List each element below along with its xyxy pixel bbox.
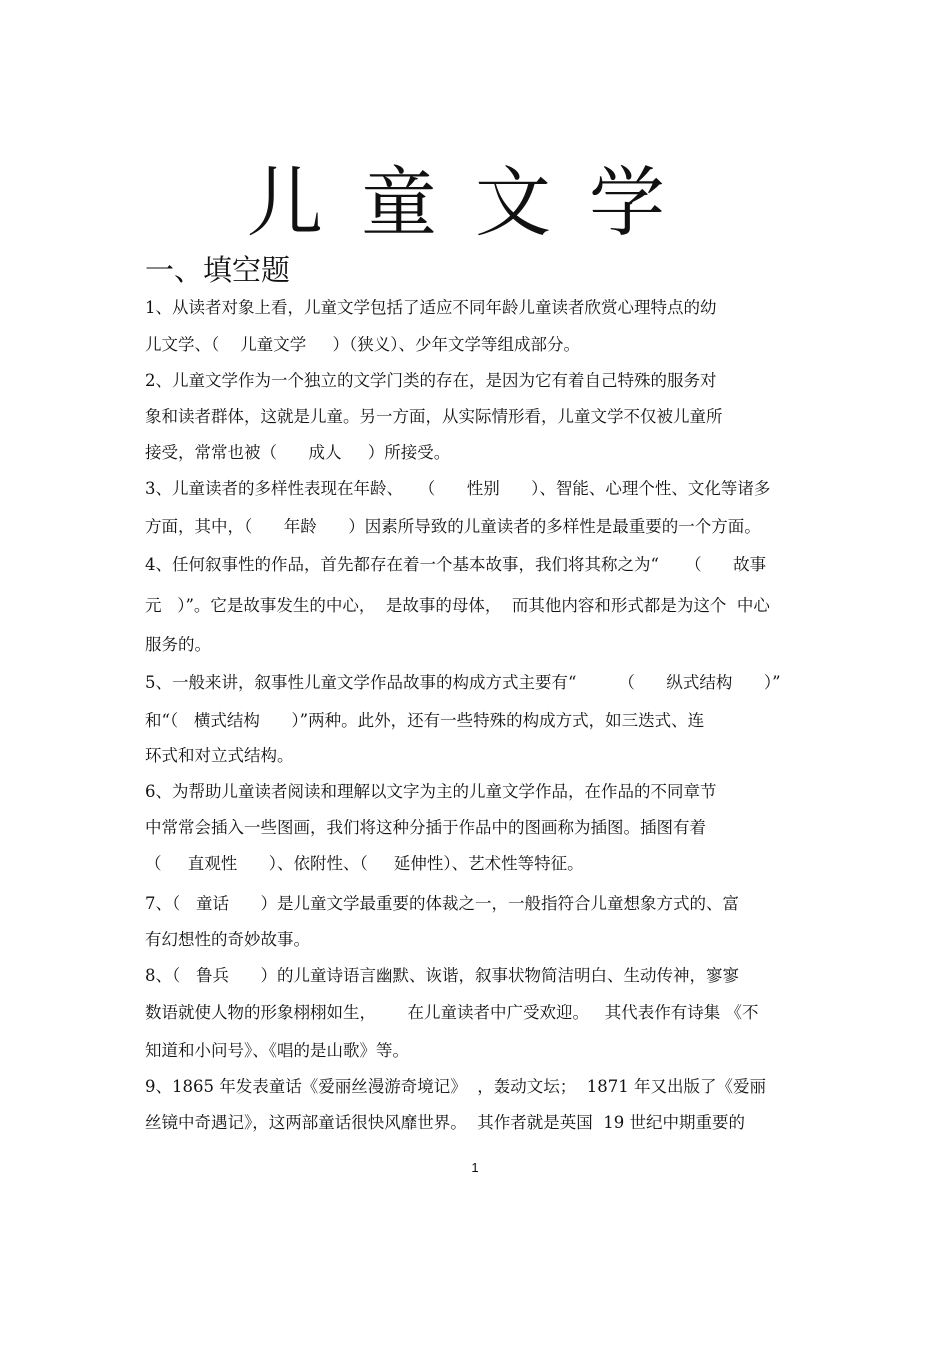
text-line: 9、1865 年发表童话《爱丽丝漫游奇境记》 ，轰动文坛； 1871 年又出版了《爱丽: [145, 1077, 766, 1096]
text-line: 4、任何叙事性的作品，首先都存在着一个基本故事，我们将其称之为“ （ 故事: [145, 555, 767, 574]
text-line: 有幻想性的奇妙故事。: [145, 930, 310, 949]
text-line: 1、从读者对象上看，儿童文学包括了适应不同年龄儿童读者欣赏心理特点的幼: [145, 298, 717, 317]
text-line: 6、为帮助儿童读者阅读和理解以文字为主的儿童文学作品，在作品的不同章节: [145, 782, 717, 801]
text-line: 8、（ 鲁兵 ）的儿童诗语言幽默、诙谐，叙事状物简洁明白、生动传神，寥寥: [145, 966, 739, 985]
text-line: 接受，常常也被（ 成人 ）所接受。: [145, 443, 451, 462]
text-line: 和“（ 横式结构 ）”两种。此外，还有一些特殊的构成方式，如三迭式、连: [145, 711, 705, 730]
text-line: 3、儿童读者的多样性表现在年龄、 （ 性别 ）、智能、心理个性、文化等诸多: [145, 479, 771, 498]
text-line: 2、儿童文学作为一个独立的文学门类的存在，是因为它有着自己特殊的服务对: [145, 371, 717, 390]
text-line: （ 直观性 ）、依附性、（ 延伸性）、艺术性等特征。: [145, 854, 584, 873]
text-line: 儿文学、（ 儿童文学 ）（狭义）、少年文学等组成部分。: [145, 335, 580, 354]
section-heading: 一、填空题: [145, 253, 291, 287]
text-line: 服务的。: [145, 635, 211, 654]
text-line: 数语就使人物的形象栩栩如生， 在儿童读者中广受欢迎。 其代表作有诗集 《不: [145, 1003, 759, 1022]
text-line: 5、一般来讲，叙事性儿童文学作品故事的构成方式主要有“ （ 纵式结构 ）”: [145, 673, 781, 692]
text-line: 知道和小问号》、《唱的是山歌》等。: [145, 1041, 409, 1060]
text-line: 方面，其中，（ 年龄 ）因素所导致的儿童读者的多样性是最重要的一个方面。: [145, 517, 761, 536]
text-line: 象和读者群体，这就是儿童。另一方面，从实际情形看，儿童文学不仅被儿童所: [145, 407, 723, 426]
text-line: 环式和对立式结构。: [145, 746, 294, 765]
text-line: 7、（ 童话 ）是儿童文学最重要的体裁之一，一般指符合儿童想象方式的、富: [145, 894, 739, 913]
page-title: 儿童文学: [247, 158, 703, 247]
text-line: 元 ）”。它是故事发生的中心， 是故事的母体， 而其他内容和形式都是为这个 中心: [145, 596, 770, 615]
page-number: 1: [471, 1160, 479, 1175]
text-line: 丝镜中奇遇记》，这两部童话很快风靡世界。 其作者就是英国 19 世纪中期重要的: [145, 1113, 745, 1132]
text-line: 中常常会插入一些图画，我们将这种分插于作品中的图画称为插图。插图有着: [145, 818, 706, 837]
